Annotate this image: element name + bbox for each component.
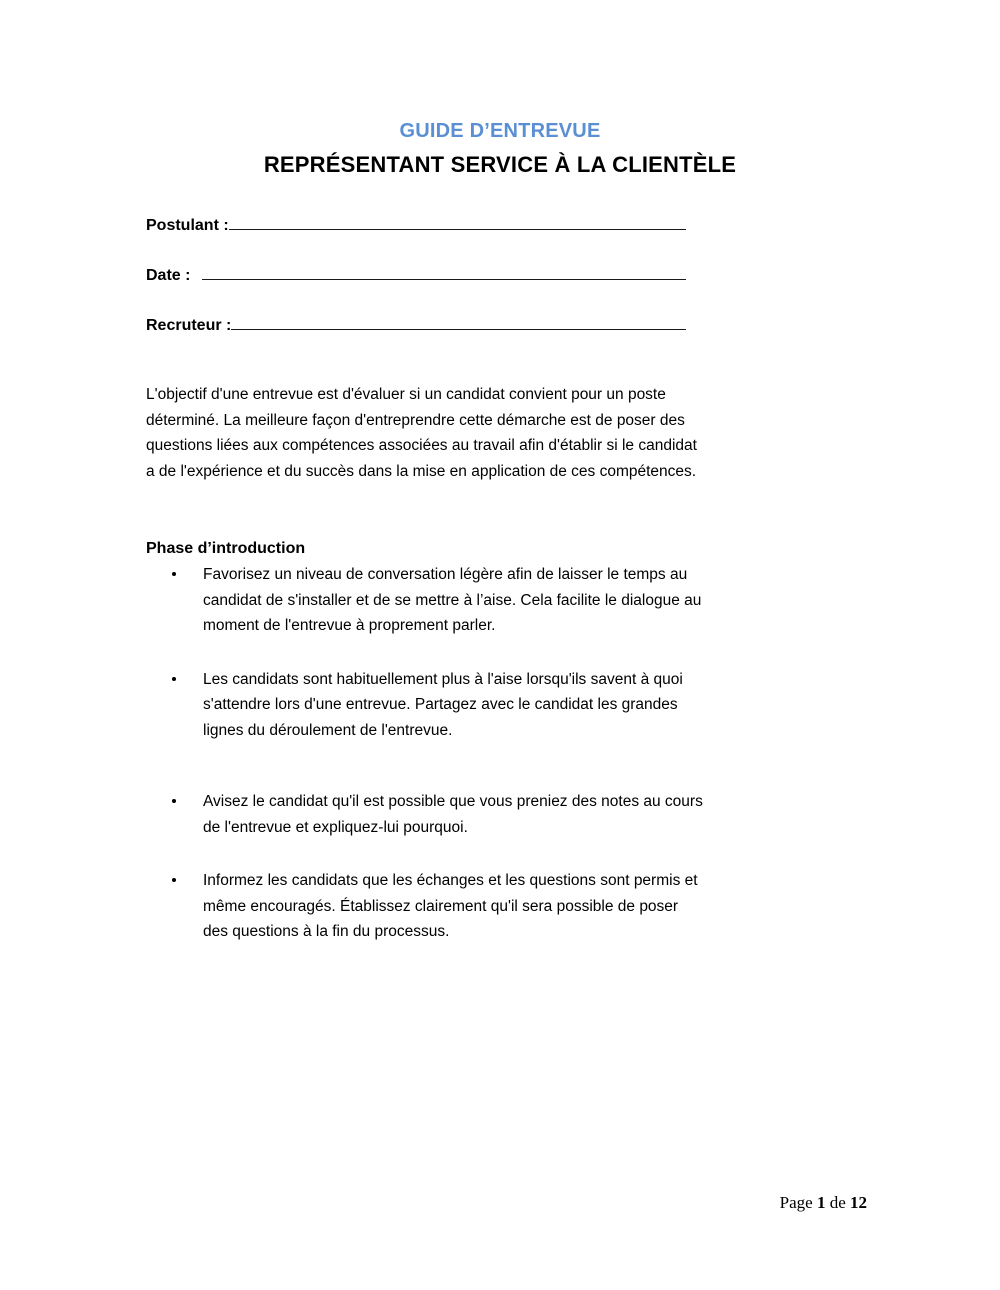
page-subtitle: REPRÉSENTANT SERVICE À LA CLIENTÈLE [263,152,737,177]
bullet-dot-icon [172,572,176,576]
form-fields [146,212,686,338]
footer-total-pages: 12 [850,1193,867,1212]
page-title: GUIDE D’ENTREVUE [399,120,601,142]
list-item-text: Favorisez un niveau de conversation légère afin de laisser le temps au candidat de s'installer et de se mettre à l’aise. Cela facilite le dialogue au moment de l'entrevue à proprement parler. [203,566,702,634]
date-input[interactable] [202,262,686,280]
form-row-postulant [146,212,686,238]
list-item [146,789,706,840]
date-label: Date : [146,267,191,284]
recruteur-label: Recruteur : [146,317,232,334]
section-heading-phase-introduction: Phase d’introduction [146,540,306,557]
postulant-input[interactable] [229,212,686,230]
footer-separator: de [825,1193,850,1212]
list-item-text: Les candidats sont habituellement plus à l'aise lorsqu'ils savent à quoi s'attendre lors d'une entrevue. Partagez avec le candidat les grandes lignes du déroulement de l'entrevue. [203,670,683,739]
introduction-bullet-list [146,562,706,945]
recruteur-input[interactable] [231,312,686,330]
bullet-dot-icon [172,799,176,803]
intro-paragraph: L'objectif d'une entrevue est d'évaluer si un candidat convient pour un poste déterminé. La meilleure façon d'entreprendre cette démarche est de poser des questions liées aux compétences associées au travail afin d'établir si le candidat a de l'expérience et du succès dans la mise en application de ces compétences. [146,386,697,480]
list-item [146,667,706,744]
document-header [0,118,1000,180]
postulant-label: Postulant : [146,217,229,234]
page-footer [0,1192,1000,1214]
form-row-date [146,262,686,288]
footer-prefix: Page [779,1193,817,1212]
list-item-text: Informez les candidats que les échanges et les questions sont permis et même encouragés. Établissez clairement qu'il sera possible de poser des questions à la fin du processus. [203,872,698,940]
footer-current-page: 1 [816,1193,826,1212]
bullet-dot-icon [172,878,176,882]
form-row-recruteur [146,312,686,338]
list-item [146,562,706,639]
bullet-dot-icon [172,677,176,681]
list-item [146,868,706,945]
list-item-text: Avisez le candidat qu'il est possible que vous preniez des notes au cours de l'entrevue et expliquez-lui pourquoi. [203,793,703,836]
